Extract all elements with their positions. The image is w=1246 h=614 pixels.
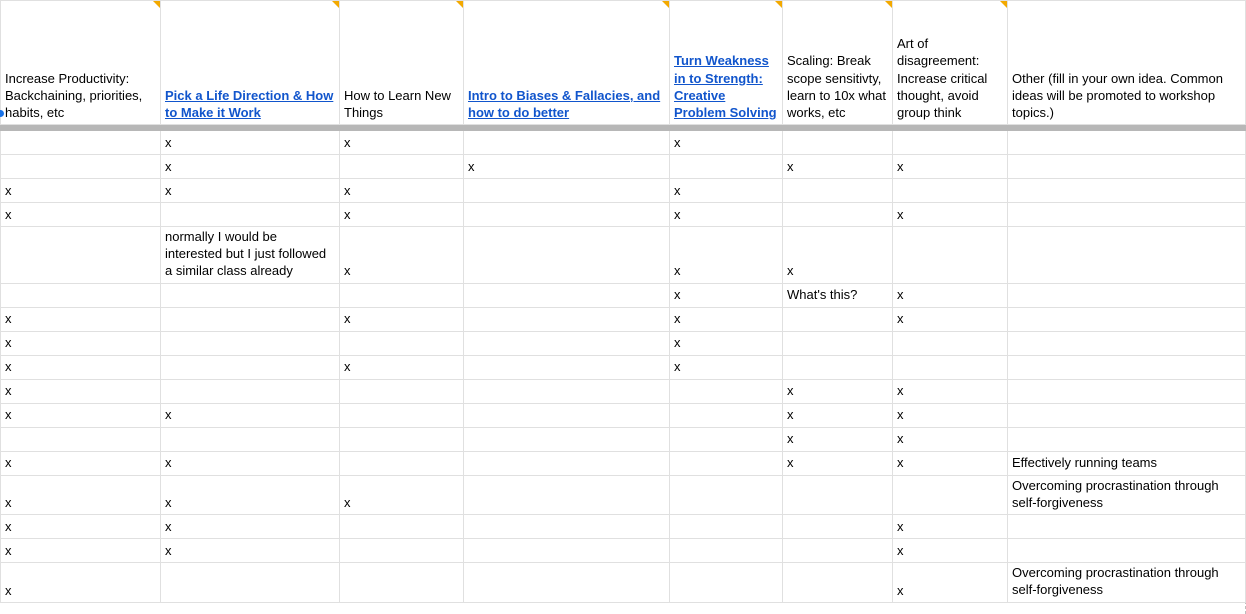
table-row[interactable] [1,131,1246,155]
table-cell[interactable]: x [1,331,161,355]
table-cell[interactable]: x [893,427,1008,451]
table-cell[interactable]: x [783,451,893,475]
table-cell[interactable] [670,515,783,539]
table-row[interactable] [1,283,1246,307]
table-cell[interactable] [161,283,340,307]
table-cell[interactable] [1008,403,1246,427]
column-header-label: Scaling: Break scope sensitivty, learn to 10x what works, etc [787,53,887,120]
column-header-label[interactable]: Intro to Biases & Fallacies, and how to do better [468,87,661,120]
table-cell[interactable] [340,515,464,539]
table-cell[interactable] [464,539,670,563]
table-cell[interactable] [1008,331,1246,355]
table-header [1,1,1246,125]
table-cell[interactable]: x [783,227,893,284]
table-cell[interactable]: x [1,403,161,427]
table-cell[interactable] [783,475,893,515]
table-cell[interactable]: x [340,179,464,203]
table-row[interactable] [1,203,1246,227]
table-cell[interactable] [1,227,161,284]
table-cell[interactable]: x [1,307,161,331]
column-header-2[interactable] [340,1,464,125]
table-cell[interactable]: x [340,227,464,284]
column-header-5[interactable] [783,1,893,125]
table-cell[interactable] [783,355,893,379]
table-row[interactable] [1,475,1246,515]
table-cell[interactable] [161,307,340,331]
table-cell[interactable] [340,155,464,179]
table-cell[interactable] [893,227,1008,284]
table-row[interactable] [1,307,1246,331]
table-cell[interactable]: x [670,355,783,379]
table-cell[interactable] [340,283,464,307]
table-cell[interactable] [1008,539,1246,563]
column-header-3[interactable] [464,1,670,125]
header-row [1,1,1246,125]
table-cell[interactable]: x [1,355,161,379]
table-cell[interactable] [1,427,161,451]
table-cell[interactable] [783,539,893,563]
table-cell[interactable]: x [161,539,340,563]
table-cell[interactable]: x [670,331,783,355]
table-cell[interactable] [464,283,670,307]
table-cell[interactable] [893,475,1008,515]
table-cell[interactable] [464,203,670,227]
table-cell[interactable] [1,131,161,155]
table-cell[interactable]: x [893,155,1008,179]
table-body[interactable] [1,125,1246,603]
table-cell[interactable] [783,203,893,227]
table-cell[interactable]: x [464,155,670,179]
table-cell[interactable] [340,563,464,603]
table-cell[interactable]: x [670,179,783,203]
table-cell[interactable]: x [1,475,161,515]
table-cell[interactable]: x [340,475,464,515]
table-cell[interactable]: x [670,307,783,331]
table-cell[interactable]: x [1,179,161,203]
table-cell[interactable] [783,131,893,155]
table-row[interactable] [1,355,1246,379]
table-cell[interactable] [340,403,464,427]
table-cell[interactable] [340,379,464,403]
table-cell[interactable]: x [161,179,340,203]
table-cell[interactable] [464,451,670,475]
table-cell[interactable]: x [340,131,464,155]
table-cell[interactable]: x [893,515,1008,539]
table-cell[interactable] [1008,427,1246,451]
table-cell[interactable] [464,379,670,403]
table-row[interactable] [1,563,1246,603]
table-cell[interactable] [340,539,464,563]
table-cell[interactable] [670,403,783,427]
table-row[interactable] [1,515,1246,539]
table-row[interactable] [1,539,1246,563]
column-header-label: Increase Productivity: Backchaining, priorities, habits, etc [5,70,143,120]
table-cell[interactable] [464,131,670,155]
table-cell[interactable] [783,563,893,603]
table-cell[interactable]: x [1,515,161,539]
column-header-label[interactable]: Turn Weakness in to Strength: Creative Problem Solving [674,53,777,120]
column-header-7[interactable] [1008,1,1246,125]
table-cell[interactable]: x [893,563,1008,603]
table-cell[interactable] [161,563,340,603]
table-cell[interactable]: x [1,563,161,603]
table-cell[interactable]: x [783,379,893,403]
table-cell[interactable]: x [893,283,1008,307]
table-cell[interactable]: x [670,131,783,155]
table-cell[interactable]: Effectively running teams [1008,451,1246,475]
table-cell[interactable]: x [670,283,783,307]
table-cell[interactable]: x [161,515,340,539]
table-cell[interactable] [340,427,464,451]
column-header-label: How to Learn New Things [344,87,451,120]
table-cell[interactable] [1008,283,1246,307]
table-cell[interactable]: x [1,451,161,475]
table-cell[interactable] [670,379,783,403]
table-cell[interactable] [670,155,783,179]
table-row[interactable] [1,379,1246,403]
table-cell[interactable]: x [670,203,783,227]
table-cell[interactable] [1008,355,1246,379]
table-cell[interactable]: x [161,131,340,155]
table-row[interactable] [1,403,1246,427]
table-cell[interactable] [340,331,464,355]
table-cell[interactable] [670,427,783,451]
table-cell[interactable] [670,475,783,515]
table-row[interactable] [1,427,1246,451]
table-cell[interactable] [161,379,340,403]
table-cell[interactable] [464,179,670,203]
table-cell[interactable] [464,331,670,355]
table-cell[interactable]: What's this? [783,283,893,307]
column-header-4[interactable] [670,1,783,125]
table-cell[interactable] [161,355,340,379]
column-header-1[interactable] [161,1,340,125]
table-cell[interactable] [1008,227,1246,284]
table-cell[interactable]: x [1,203,161,227]
column-header-label[interactable]: Pick a Life Direction & How to Make it Work [165,87,334,120]
table-cell[interactable]: Overcoming procrastination through self-forgiveness [1008,475,1246,515]
table-cell[interactable]: x [161,451,340,475]
table-cell[interactable]: x [340,307,464,331]
table-cell[interactable] [893,355,1008,379]
table-cell[interactable] [464,515,670,539]
table-cell[interactable] [464,403,670,427]
table-cell[interactable] [783,307,893,331]
table-cell[interactable]: x [893,379,1008,403]
column-header-label: Other (fill in your own idea. Common ideas will be promoted to workshop topics.) [1012,70,1223,120]
table-cell[interactable] [1008,379,1246,403]
table-cell[interactable]: x [893,451,1008,475]
table-cell[interactable] [464,355,670,379]
table-cell[interactable]: x [340,355,464,379]
table-cell[interactable]: x [340,203,464,227]
table-cell[interactable] [783,179,893,203]
table-cell[interactable]: x [783,403,893,427]
table-cell[interactable]: x [893,203,1008,227]
table-cell[interactable] [893,331,1008,355]
table-cell[interactable]: x [1,379,161,403]
table-row[interactable] [1,451,1246,475]
table-cell[interactable] [1008,179,1246,203]
table-cell[interactable] [1008,515,1246,539]
table-row[interactable] [1,155,1246,179]
table-cell[interactable]: normally I would be interested but I just followed a similar class already [161,227,340,284]
table-cell[interactable] [1008,307,1246,331]
table-cell[interactable] [1008,203,1246,227]
column-header-label: Art of disagreement: Increase critical thought, avoid group think [897,36,988,120]
table-cell[interactable] [161,331,340,355]
table-cell[interactable] [464,563,670,603]
table-cell[interactable] [464,475,670,515]
table-cell[interactable] [670,451,783,475]
table-cell[interactable]: x [783,427,893,451]
table-cell[interactable]: x [161,155,340,179]
column-header-6[interactable] [893,1,1008,125]
table-cell[interactable] [161,427,340,451]
table-cell[interactable] [783,331,893,355]
table-cell[interactable] [670,539,783,563]
table-cell[interactable] [670,563,783,603]
table-cell[interactable]: x [893,539,1008,563]
table-cell[interactable]: x [161,475,340,515]
table-cell[interactable]: x [161,403,340,427]
table-cell[interactable]: Overcoming procrastination through self-forgiveness [1008,563,1246,603]
table-cell[interactable] [1008,131,1246,155]
table-cell[interactable] [893,179,1008,203]
table-cell[interactable] [1,155,161,179]
table-cell[interactable]: x [1,539,161,563]
table-cell[interactable] [161,203,340,227]
table-row[interactable] [1,331,1246,355]
table-cell[interactable]: x [783,155,893,179]
table-cell[interactable] [783,515,893,539]
table-cell[interactable] [1008,155,1246,179]
table-cell[interactable] [893,131,1008,155]
table-cell[interactable] [1,283,161,307]
table-cell[interactable] [464,427,670,451]
table-cell[interactable] [464,307,670,331]
table-row[interactable] [1,227,1246,284]
table-cell[interactable]: x [893,307,1008,331]
table-cell[interactable]: x [670,227,783,284]
column-header-0[interactable] [1,1,161,125]
table-cell[interactable] [464,227,670,284]
table-cell[interactable] [340,451,464,475]
table-row[interactable] [1,179,1246,203]
table-cell[interactable]: x [893,403,1008,427]
